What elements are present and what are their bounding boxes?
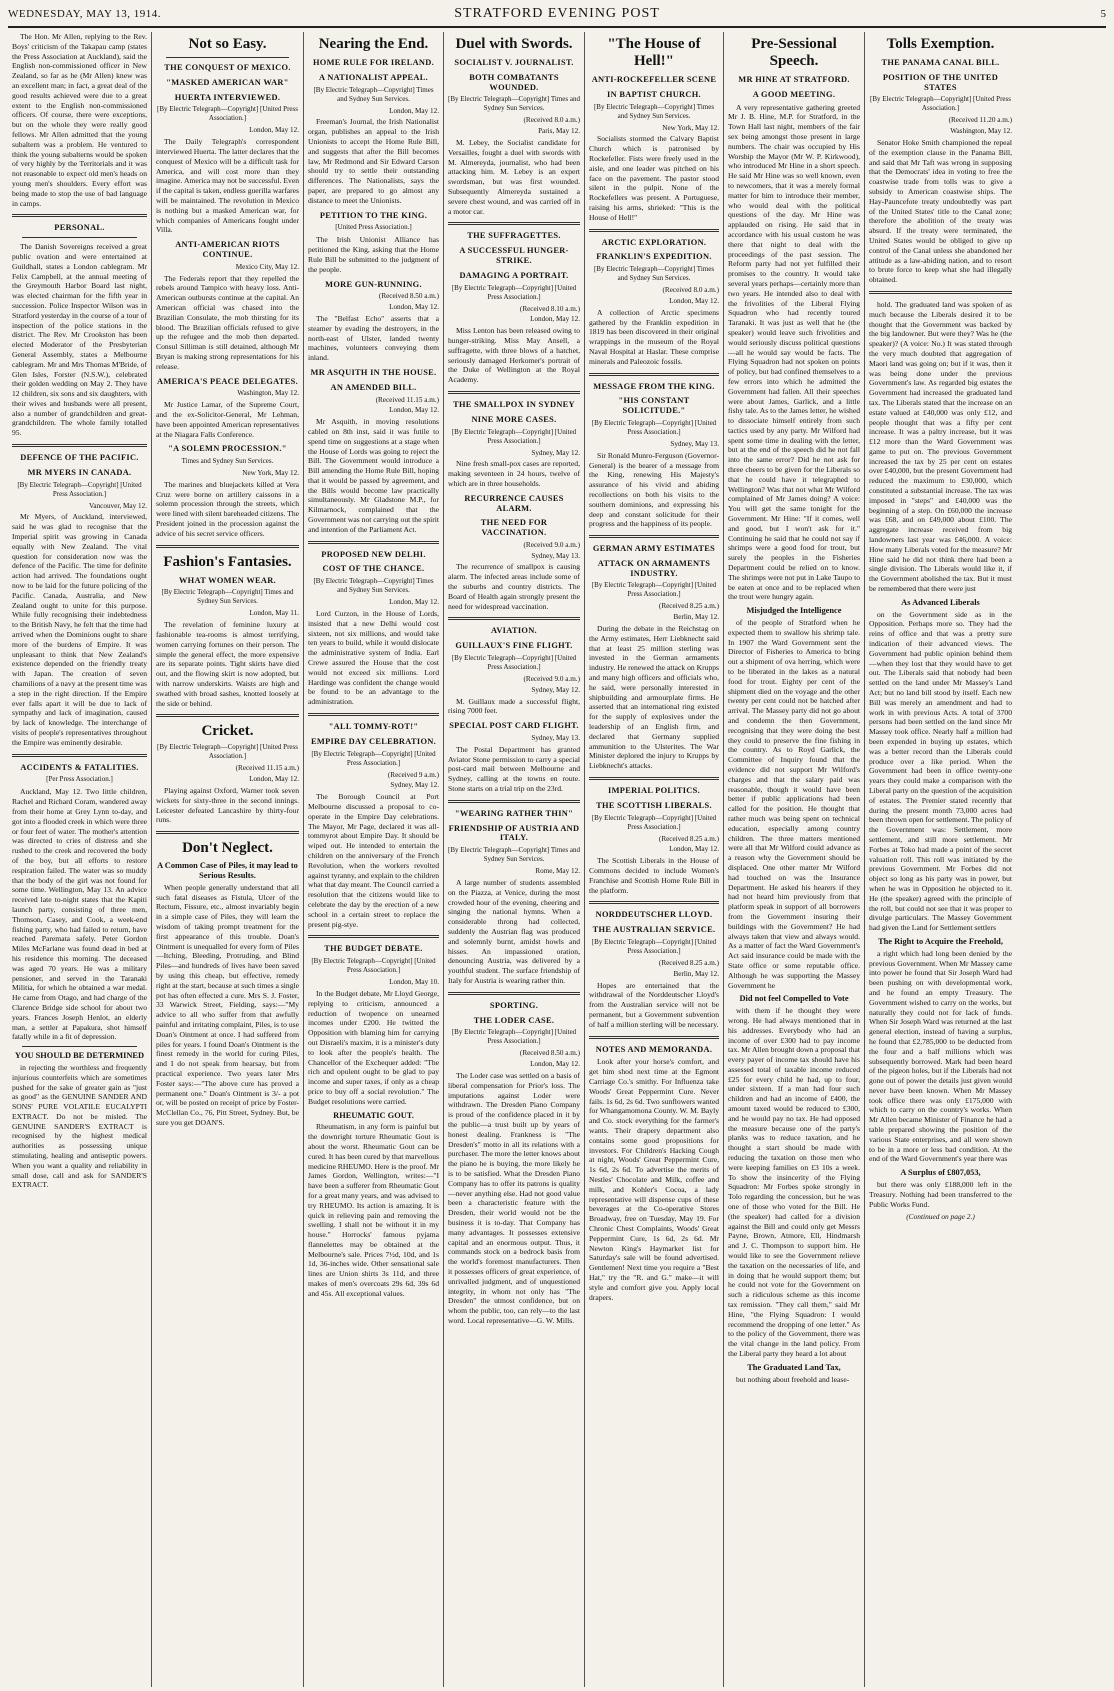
wire-credit: [By Electric Telegraph—Copyright] Times and Sydney Sun Services. (593, 102, 715, 120)
advert-title: A Common Case of Piles, it may lead to Serious Results. (157, 861, 298, 881)
article-body: Playing against Oxford, Warner took seven wickets for sixty-three in the second innings. Leicester defeated Lancashire by thirty-four runs. (156, 786, 299, 825)
sub-heading: "A SOLEMN PROCESSION." (168, 444, 287, 454)
article-body: but there was only £188,000 left in the Treasury. Nothing had been transferred to the Public Works Fund. (869, 1180, 1012, 1209)
dateline: Washington, May 12. (950, 127, 1012, 136)
sub-heading: COST OF THE CHANCE. (322, 564, 425, 574)
dateline: London, May 12. (669, 845, 719, 854)
sub-heading: A SUCCESSFUL HUNGER-STRIKE. (459, 246, 569, 265)
column-5 (585, 32, 724, 1687)
divider (166, 57, 289, 58)
dateline: Washington, May 12. (237, 389, 299, 398)
received-time: (Received 8.0 a.m.) (523, 116, 580, 125)
article-body: Senator Hoke Smith championed the repeal of the exemption clause in the Panama Bill, and said that Mr Taft was wrong in supposing that the Democrats' idea in voting to free the coastwise trade from tolls was to give a subsidy to American coastwise ships. The Hay-Pauncefote treaty undoubtedly was part of the United States' title to the Canal zone; therefore the abolition of the treaty was absurd. If the treaty were terminated, the United States would be obliged to give up control of the Canal unless she abandoned her attitude as a law-abiding nation, and to resort to brute force to keep what she had illegally obtained. (869, 137, 1012, 285)
article-body: M. Guillaux made a successful flight, rising 7000 feet. (448, 696, 580, 716)
headline: Duel with Swords. (455, 36, 573, 52)
wire-credit: [By Electric Telegraph—Copyright] Times and Sydney Sun Services. (448, 846, 580, 864)
section-heading: AVIATION. (491, 626, 537, 636)
received-time: (Received 9.0 a.m.) (523, 540, 580, 549)
sub-heading: A NATIONALIST APPEAL. (318, 72, 429, 82)
sub-heading: HOME RULE FOR IRELAND. (312, 58, 435, 67)
column-3 (304, 32, 444, 1687)
section-heading: IMPERIAL POLITICS. (608, 786, 700, 796)
sub-heading: EMPIRE DAY CELEBRATION. (310, 736, 437, 746)
divider (308, 713, 439, 716)
dateline: Paris, May 12. (538, 127, 580, 136)
dateline: Sydney, May 13. (670, 439, 719, 448)
sub-heading: MORE GUN-RUNNING. (325, 279, 422, 289)
dateline: Mexico City, May 12. (235, 262, 299, 271)
article-body: The Federals report that they repelled the rebels around Tampico with heavy loss. Anti-American outbursts continue at the capital. An American official was chased into the Brazilian Consulate, the mob thirsting for its blood. The Brazilian officials refused to give up the refugee and the mob then departed. Consul Silliman is still detained, although Mr Bryan is making strong representations for his release. (156, 273, 299, 371)
column-2 (152, 32, 304, 1687)
divider (12, 444, 147, 447)
divider (589, 373, 719, 376)
article-body: The Hon. Mr Allen, replying to the Rev. Boys' criticism of the Takapau camp (states the Press Association at Auckland), said the English non-commissioned officer in New Zealand, so far as he (Mr Allen) knew was an excellent man; in fact, a great deal of the good results achieved were due to a great extent to the English non-commissioned officers. Of course, there were exceptions, but on the whole they were really good fellows. Mr Allen admitted that the young subaltern was a problem. He ventured to think the young subalterns would be spoken of very highly by the Territorials and it was not reasonable to expect old men's heads on young men's shoulders. Every effort was being made to stop the use of bad language in camps. (12, 32, 147, 208)
sub-heading: ANTI-AMERICAN RIOTS CONTINUE. (175, 240, 280, 259)
divider (308, 935, 439, 938)
headline: Not so Easy. (188, 36, 267, 52)
article-body: M. Lebey, the Socialist candidate for Versailles, fought a duel with swords with M. Almereyda, journalist, who had been attacking him. M. Lebey is an expert swordsman, but was first wounded. Subsequently Almereyda sustained a severe chest wound, and was carried off in a motor car. (448, 137, 580, 216)
sub-heading: POSITION OF THE UNITED STATES (882, 72, 999, 92)
wire-credit: [By Electric Telegraph—Copyright] [United Press Association.] (591, 938, 717, 955)
wire-credit: [By Electric Telegraph—Copyright] [United Press Association.] (591, 813, 717, 831)
sub-heading: MR HINE AT STRATFORD. (738, 75, 850, 84)
section-heading: DEFENCE OF THE PACIFIC. (20, 453, 139, 463)
article-body: The recurrence of smallpox is causing alarm. The infected areas include some of the suburbs and country districts. The Board of Health again strongly present the need for widespread vaccination. (448, 562, 580, 611)
divider (589, 777, 719, 780)
sub-heading: "HIS CONSTANT SOLICITUDE." (618, 396, 690, 416)
section-heading: ARCTIC EXPLORATION. (601, 237, 707, 247)
advert-body: in rejecting the worthless and frequently injurious counterfeits which are sometimes pushed for the sake of greater gain as "just as good" as the GENUINE SANDER AND SONS' PURE VOLATILE EUCALYPTI EXTRACT. Do not be misled. The GENUINE SANDER'S EXTRACT is recognised by the highest medical authorities as possessing unique stimulating, healing and antiseptic powers. When you want a quality and reliability in small dose, call and ask for SANDER'S EXTRACT. (12, 1062, 147, 1190)
dateline: London, May 10. (389, 978, 439, 987)
cross-heading: The Right to Acquire the Freehold, (878, 936, 1003, 946)
article-body: on the Government side as in the Opposition. Perhaps more so. They had the reins of office and that was a pretty sure indication of their advanced views. The Government had public opinion behind them—when they lost that they would have to get out. The Liberals said that nobody had been settled on the land under Mr Massey's Land Act; but no land bill stood by itself. Each new Bill was merely an amendment and had to work in with previous Acts. A total of 3700 persons had been settled on the land since Mr Massey took office. Nearly half a million had been expended in buying up estates, which was a better record than the Liberals could produce over a like period. When the Government had been in office twenty-one years they could make a comparison with the Liberal party on the question of the acquisition of estates. The Premier stated recently that during the present month 73,000 acres had been thrown open for settlement. The policy of the Government was: Settlement, more settlement, and still more settlement. Mr Forbes at Toko had made a point of the secret valuation roll. This roll was initiated by the previous Government. Mr Forbes did not object so long as his party was in power, but when he was in Opposition he objected to it. He (the speaker) agreed with the principle of the roll, but could not see that it was proper to divulge particulars. The Massey Government had given the Land for Settlement settlers (869, 609, 1012, 933)
sub-heading: WHAT WOMEN WEAR. (178, 575, 276, 585)
sub-heading: GUILLAUX'S FINE FLIGHT. (455, 641, 573, 651)
dateline: London, May 12. (389, 598, 439, 607)
divider (12, 754, 147, 757)
received-time: (Received 11.15 a.m.) (375, 395, 439, 404)
article-body: Sir Ronald Munro-Ferguson (Governor-General) is the bearer of a message from the King, renewing His Majesty's assurance of his vivid and abiding recollections on both his visits to the southern dominions, and expressing his deep and constant solicitude for their progress and the happiness of its people. (589, 450, 719, 529)
article-body: The Borough Council at Port Melbourne discussed a proposal to co-operate in the Empire Day celebrations. The Mayor, Mr Page, declared it was all-tommyrot about Empire Day. It should be wiped out. He intended to entertain the children on the anniversary of the French Revolution, when the workers revolted against tyranny, and explain to the children what that day meant. The Council carried a resolution that the citizens would like to celebrate the day by the erection of a new school in a certain street to replace the present pig-stye. (308, 792, 440, 929)
section-heading: THE SMALLPOX IN SYDNEY (453, 399, 575, 409)
page-number: 5 (1100, 8, 1106, 20)
divider (156, 714, 299, 717)
article-body: The "Belfast Echo" asserts that a steamer by evading the destroyers, in the north-east of Ulster, landed twenty machines, volunteers conveying them inland. (308, 313, 439, 363)
columns (8, 32, 1106, 1687)
dateline: London, May 12. (530, 315, 580, 324)
wire-credit: [By Electric Telegraph—Copyright] Times and Sydney Sun Services. (593, 265, 715, 283)
cross-heading: Misjudged the Intelligence (746, 606, 842, 616)
continued-note: (Continued on page 2.) (906, 1212, 975, 1222)
section-heading: "WEARING RATHER THIN" (454, 808, 574, 818)
received-time: (Received 9 a.m.) (387, 770, 439, 779)
headline: Don't Neglect. (182, 840, 273, 857)
dateline: London, May 12. (249, 126, 299, 135)
sub-heading: THE PANAMA CANAL BILL. (881, 58, 1000, 67)
section-heading: THE SUFFRAGETTES. (467, 231, 561, 241)
dateline: London, May 12. (389, 106, 439, 115)
issue-date: WEDNESDAY, MAY 13, 1914. (8, 8, 161, 20)
divider (869, 291, 1012, 294)
received-time: (Received 9.0 a.m.) (523, 675, 580, 684)
dateline: London, May 11. (249, 609, 299, 618)
sub-heading: ANTI-ROCKEFELLER SCENE (591, 75, 717, 84)
wire-credit: [By Electric Telegraph—Copyright] Times and Sydney Sun Services. (313, 577, 434, 595)
received-time: (Received 8.25 a.m.) (658, 602, 719, 611)
received-time: (Received 8.0 a.m.) (662, 286, 719, 295)
headline: Pre-Sessional Speech. (751, 36, 837, 69)
sub-heading: HUERTA INTERVIEWED. (174, 92, 281, 102)
section-heading: SPORTING. (489, 1000, 539, 1010)
article-body: The marines and bluejackets killed at Vera Cruz were borne on artillery caissons in a solemn procession through the streets, which were lined with silent bareheaded citizens. The President joined in the procession against the advice of his secret service officers. (156, 479, 299, 538)
sub-heading: DAMAGING A PORTRAIT. (459, 270, 569, 280)
section-heading: PERSONAL. (54, 223, 105, 233)
divider (156, 831, 299, 834)
headline: Fashion's Fantasies. (163, 553, 292, 570)
wire-credit: [By Electric Telegraph—Copyright] [United Press Association.] (17, 480, 142, 498)
wire-credit: [By Electric Telegraph—Copyright] [United Press Association.] (157, 105, 298, 123)
section-heading: PROPOSED NEW DELHI. (321, 549, 426, 559)
dateline: London, May 12. (249, 775, 299, 784)
sub-heading: THE CONQUEST OF MEXICO. (164, 63, 291, 72)
wire-credit: [Per Press Association.] (46, 775, 113, 784)
sub-heading: ATTACK ON ARMAMENTS INDUSTRY. (597, 558, 711, 578)
sub-heading: THE SCOTTISH LIBERALS. (596, 800, 712, 810)
sub-heading: FRANKLIN'S EXPEDITION. (596, 252, 712, 262)
section-heading: "ALL TOMMY-ROT!" (328, 722, 419, 732)
dateline: Sydney, May 13. (531, 551, 580, 560)
headline: Tolls Exemption. (886, 36, 995, 52)
sub-heading: RECURRENCE CAUSES ALARM. (464, 493, 564, 513)
sub-heading: THE AUSTRALIAN SERVICE. (592, 925, 716, 935)
article-body: Mr Asquith, in moving resolutions cabled on 8th inst, said it was futile to spend time on suggestions at a stage when the House of Lords was going to reject the Bill. The Government would introduce a Bill amending the Home Rule Bill, hoping that it would be passed by agreement, and the Bills would become law practically simultaneously. Mr Gladstone M.P., for Kilmarnock, complained that the Government was not carrying out the spirit and intention of the Parliament Act. (308, 417, 439, 534)
dateline: Vancouver, May 12. (89, 501, 147, 510)
wire-credit: [By Electric Telegraph—Copyright] [United Press Association.] (591, 418, 717, 436)
wire-credit: [By Electric Telegraph—Copyright] [United Press Association.] (451, 427, 577, 445)
sub-heading: PETITION TO THE KING. (319, 210, 428, 220)
divider (448, 800, 580, 803)
article-body: Freeman's Journal, the Irish Nationalist organ, publishes an appeal to the Irish Unionists to accept the Home Rule Bill, and suggests that after the Bill becomes law, Mr Redmond and Sir Edward Carson should try to settle their outstanding differences. The Nationalists, says the paper, are prepared to go almost any distance to meet the Unionists. (308, 117, 439, 205)
wire-credit: [By Electric Telegraph—Copyright] Times and Sydney Sun Services. (161, 588, 294, 606)
sub-heading: SOCIALIST V. JOURNALIST. (454, 58, 574, 67)
article-body: Lord Curzon, in the House of Lords, insisted that a new Delhi would cost sixteen, not six millions, and would take ten years to build, while it would dislocate the administrative system of India. Earl Crewe assured the House that the cost would not exceed six millions. Lord Hardinge was confident the change would be found to be an advantage to the administration. (308, 609, 439, 707)
divider (448, 222, 580, 225)
article-body: Socialists stormed the Calvary Baptist Church which is patronised by Rockefeller. Fists were freely used in the aisle, and one leader was pitched on his face on the pavement. The pastor stood silent in the pulpit. None of the Rockefellers was present. A Portuguese, raising his arms, shrieked: "This is the House of Hell!" (589, 134, 719, 222)
article-body: Look after your horse's comfort, and get him shod next time at the Egmont Carriage Co.'s smithy. For Influenza take Woods' Great Peppermint Cure. Never fails. 1s 6d, 2s 6d. Two sunflowers wanted for Whangamomona County. W. M. Bayly and Co. stock everything for the farmer's wants. Their drapery department also contains some good propositions for investors. For Children's Hacking Cough at night, Woods' Great Peppermint Cure, 1s 6d, 2s 6d. To advertise the merits of Nestles' Chocolate and Milk, coffee and milk, and Kohler's Cocoa, a lady representative will dispense cups of these beverages at the Co-operative Stores Broadway, free on Tuesday, May 19. For Chronic Chest Complaints, Woods' Great Peppermint Cure, 1s 6d, 2s 6d. Mr Newton King's Haymarket list for Saturday's sale will be found advertised. Gentlemen! Next time you require a "Best Hat," try the "R. and G." make—it will style and comfort give you. Apply local drapers. (589, 1057, 719, 1302)
cross-heading: A Surplus of £807,053, (900, 1168, 981, 1178)
sub-heading: MR ASQUITH IN THE HOUSE. (310, 367, 437, 377)
divider (448, 617, 580, 620)
column-7 (865, 32, 1016, 1687)
dateline: Berlin, May 12. (673, 613, 719, 622)
masthead (8, 0, 1106, 28)
wire-credit: [By Electric Telegraph—Copyright] [United Press Association.] (870, 95, 1011, 113)
advert-title: YOU SHOULD BE DETERMINED (14, 1051, 145, 1061)
dateline: Sydney, May 12. (390, 781, 439, 790)
cross-heading: Did not feel Compelled to Vote (739, 994, 849, 1004)
wire-credit: [By Electric Telegraph—Copyright] [United Press Association.] (451, 1028, 577, 1046)
section-heading: MESSAGE FROM THE KING. (593, 381, 715, 391)
article-body: The Scottish Liberals in the House of Commons decided to include Women's Franchise and Scottish Home Rule Bill in the platform. (589, 856, 719, 895)
article-body: In the Budget debate, Mr Lloyd George, replying to criticism, announced a reduction of twopence on unearned incomes under £200. He twitted the Opposition with blaming him for carrying out Disraeli's maxim, it is a minister's duty to look after the people's health. The Chancellor of the Exchequer added: "The rich and opulent ought to be glad to pay income and super taxes, if only as a cheap price to buy off a social revolution." The Budget resolutions were carried. (308, 988, 439, 1106)
article-body: Nine fresh small-pox cases are reported, making seventeen in 24 hours, twelve of which are in three households. (448, 459, 580, 488)
received-time: (Received 11.20 a.m.) (948, 116, 1012, 125)
sub-heading: THE NEED FOR VACCINATION. (480, 518, 548, 538)
dateline: London, May 12. (389, 406, 439, 415)
headline: Cricket. (201, 723, 254, 740)
dateline: London, May 12. (530, 1060, 580, 1069)
advert-title: RHEUMATIC GOUT. (333, 1110, 414, 1120)
article-body: The Postal Department has granted Aviator Stone permission to carry a special post-card mail between Melbourne and Sydney, calling at the towns en route. Stone starts on a trial trip on the 23rd. (448, 744, 580, 794)
article-body: During the debate in the Reichstag on the Army estimates, Herr Liebknecht said that at least 25 million sterling was invested in the German armaments industry. He renewed the attack on Krupps and many high officers and officials who, he said, were personally interested in shipbuilding and armourplate firms. He asserted that an international ring existed for the supply of explosives under the leadership of an English firm, and declared that Germany supplied ammunition to the Ulsterites. The War Minister deplored the injury to Krupps by Liebknecht's attacks. (589, 624, 719, 771)
dateline: New York, May 12. (242, 469, 299, 478)
received-time: (Received 8.10 a.m.) (519, 304, 580, 313)
divider (589, 901, 719, 904)
divider (448, 992, 580, 995)
sub-heading: AMERICA'S PEACE DELEGATES. (157, 376, 298, 386)
wire-credit: [United Press Association.] (335, 223, 412, 232)
dateline: Rome, May 12. (535, 867, 580, 876)
sub-heading: MR MYERS IN CANADA. (27, 467, 132, 477)
article-body: but nothing about freehold and lease- (736, 1374, 850, 1384)
divider (589, 1036, 719, 1039)
article-body: hold. The graduated land was spoken of as much because the Liberals desired it to be thought that the Government was backed by the big landowner. But were they? Was he (the speaker)? (A voice: No.) It was stated through the very much doubted that aggregation of Maori land was going on; but if it was, then it was being done under the previous Government's law. As regarded big estates the Government had increased the graduated land tax. The Liberals stated that the increase on an estate valued at £40,000 was only £12, and people thought that was a fifty per cent increase. It was a paltry increase, but it was £12 more than the Ward Government was game to put on. The previous Government increased the tax by 25 per cent on estates over £40,000, but the present Government had reduced the maximum to £30,000, which constituted a substantial increase. The tax was imposed in "steps" and £40,000 was the beginning of a step. On £60,000 the increase was £68, and on £49,000 about £100. The aggregate increase received from big landowners last year was £46,000. A voice: How many Liberals voted for the measure? Mr Hine said he did not think there had been a single division. The Liberals would like it, if the Government abolished the tax. But it must be remembered that there were just (869, 299, 1012, 594)
received-time: (Received 8.50 a.m.) (378, 292, 439, 301)
sub-heading: SPECIAL POST CARD FLIGHT. (449, 721, 579, 731)
received-time: (Received 8.50 a.m.) (519, 1049, 580, 1058)
sub-heading: THE LODER CASE. (473, 1015, 555, 1025)
wire-credit: [By Electric Telegraph—Copyright] [United Press Association.] (591, 581, 717, 599)
article-body: The Daily Telegraph's correspondent interviewed Huerta. The latter declares that the conquest of Mexico will be a difficult task for America, and will cost more than they imagine. America may not be successful. Even if the capital is taken, endless guerilla warfares will be maintained. The revolution in Mexico is nothing but a masked American war, for which companies of Americans fought under Villa. (156, 137, 299, 235)
sub-heading: AN AMENDED BILL. (330, 382, 417, 392)
dateline: Sydney, May 12. (531, 448, 580, 457)
column-4 (444, 32, 585, 1687)
wire-credit: [By Electric Telegraph—Copyright] [United Press Association.] (157, 743, 298, 761)
wire-credit: [By Electric Telegraph—Copyright] Times and Sydney Sun Services. (448, 95, 580, 113)
article-body: with them if he thought they were wrong. He had always mentioned that in his addresses. Everybody who had an income of over £300 had to pay income tax. Mr Allen brought down a proposal that every payer of income tax should have his assessed total of taxable income reduced £25 for every child he had, up to four, under sixteen. If a man had four such children and had an income of £400, the amount taxed would be reduced to £300, and he would pay no tax. He had opposed the measure because one of the party's planks was to reduce taxation, and he thought a start should be made with reducing the taxation on those men who were keeping families on £3 10s a week. To show the insincerity of the Flying Squadron: Mr Forbes spoke strongly in Tolo regarding the concession, but he was one of those who voted for the Bill. He (the speaker) had called for a division against the Bill and could only get Messrs Payne, Brown, Atmore, Ell, Hindmarsh and J. C. Thompson to support him. He would like to see the Government relieve the taxation on the necessaries of life, and in doing that he would support them; but he could not vote for the Government on such a ridiculous scheme as this income tax remission. "They call them," said Mr Hine, "the Flying Squadron: I would recommend the dropping of one letter." As to the policy of the Government, there was the vital change in the land policy. From the Liberal party they heard a lot about (728, 1006, 860, 1358)
sub-heading: IN BAPTIST CHURCH. (607, 89, 701, 99)
wire-credit: [By Electric Telegraph—Copyright] Times and Sydney Sun Services. (313, 85, 434, 103)
article-body: A large number of students assembled on the Piazza, at Venice, during the most crowded hour of the evening, cheering and singing the national hymns. When a considerable throng had collected, suddenly the Austrian flag was produced and solemnly burnt, amidst howls and hisses. An impassioned oration, denouncing Austria, was delivered by a youthful student. The surface friendship of Italy for Austria is wearing rather thin. (448, 878, 580, 985)
dateline: London, May 12. (389, 303, 439, 312)
article-body: Hopes are entertained that the withdrawal of the Norddeutscher Lloyd's from the Australian service will not be permanent, but a Government subvention of half a million sterling will be necessary. (589, 980, 719, 1029)
newspaper-title: STRATFORD EVENING POST (454, 6, 660, 21)
dateline: London, May 12. (669, 296, 719, 305)
article-body: A very representative gathering greeted Mr J. B. Hine, M.P. for Stratford, in the Town Hall last night, members of the fair sex being amongst those present in large numbers. The chair was occupied by His Worship the Mayor (Mr W. P. Kirkwood), who introduced Mr Hine in a short speech. He said Mr Hine was so well known, even to newcomers, that it was a merely formal matter for him to introduce their member, who would deal with the political questions of the day. Mr Hine was applauded on rising. He said that in accordance with his usual custom he was there that night to deal with the proceedings of the past session. The Reform party had not yet fulfilled their promises to the country. It would take several years perhaps—certainly more than two years. He intended also to deal with the frivolities of the Liberal Flying Squadron who had recently toured Taranaki. It was just as well that he (the speaker) would leave such frivolities and would seriously discuss political questions—all he would say would be facts. The Flying Squadron had not spoken on points of policy, but had confined themselves to a few errors into which he admitted the Government had fallen. All their speeches were about James, Garlick, and a little fishy tale. As to the James letter, he wished to dissociate himself entirely from such tactics used by any party. Mr Wilford had spent some time in dealing with the letter, but at the end of the speech did he not fall into the same error? Did he not ask for three cheers to be given for the Liberals so that he could have it telegraphed to Wellington? Was that not what Mr Wilford complained of Mr James doing? A voice: You will get the same tonight for the Government. Mr Hine: "If it comes, well and good, but I won't ask for it." Continuing he said that he could not say if shrimps were a good food for trout, but surely the peoples in the Fisheries Department could be relied on to know. The shrimps were not put in Lake Taupo to be eaten at once and to be replaced when the trout were hungry again. (728, 102, 860, 602)
wire-credit: [By Electric Telegraph—Copyright] [United Press Association.] (451, 283, 577, 301)
wire-credit: Times and Sydney Sun Services. (181, 457, 274, 466)
article-body: The Danish Sovereigns received a great public ovation and were entertained at Guildhall, states a London cablegram. Mr Felix Campbell, at the annual meeting of the Greymouth Harbor Board last night, was elected chairman for the fifth year in succession. Police Inspector Wilson was in Stratford yesterday in the course of a tour of inspection of the police stations in the district. The Rev. Mr Crookston has been elected Moderator of the Presbyterian General Assembly, states a Melbourne cablegram. Mr and Mrs Thomas M'Bride, of Glen Isles, Forster (N.S.W.), celebrated their golden wedding on May 2. They have 12 children, six sons and six daughters, with their wives and husbands were all present, also a number of grandchildren and great-grandchildren. The whole family totalled 95. (12, 242, 147, 438)
article-body: Auckland, May 12. Two little children, Rachel and Richard Coram, wandered away from their home at Grey Lynn to-day, and got into a flooded creek in which were three or four feet of water. The mother's attention was directed to cries of distress and she rushed to the creek and recovered the body of the boy, but all efforts to restore respiration failed. The water was so muddy that the body of the girl was not found for some time. Wellington, May 13. An advice received late to-night states that the Kapiti launch party, consisting of three men, Thomson, Casey, and Cook, a week-end fishing party, who had failed to return, have reached Paremata safely. Peter Gordon Miles McFarlane was found dead in bed at his residence this morning. The deceased was aged 70 years. He was a military pensioner, and served in the Taranaki Militia, for which he obtained a war medal. He came from Otago, and had charge of the Clarence Bridge side school for about two years. Frances Joseph Henlot, an elderly man, a settler at Papakura, shot himself fatally while in a fit of depression. (12, 787, 147, 1042)
article-body: a right which had long been denied by the previous Government. When Mr Massey came into power he found that Sir Joseph Ward had been pushing on with developmental work, and he found an empty Treasury. The Government wished to carry on the works, but naturally they could not for lack of funds. When Sir Joseph Ward was returned at the last general election, instead of having a surplus, he found that £2,785,000 to be deducted from the four and a half millions which was subsequently borrowed. Mark had been heard of the pigeon holes, but if the Liberals had not gone out of power the details just given would never have been known. When Mr Massey took office there was only £175,000 with which to carry on the country's works. When Mr Allen became Minister of Finance he had a table prepared showing the position of the various State enterprises, and all were shown to be in a more or less bad condition. At the end of the Ward Government's year there was (869, 948, 1012, 1164)
cross-heading: As Advanced Liberals (901, 597, 980, 607)
divider (156, 545, 299, 548)
article-body: A collection of Arctic specimens gathered by the Franklin expedition in 1819 has been discovered in their original wrappings in the museum of the Royal Naval Hospital at Haslar. These comprise minerals and Paleozoic fossils. (589, 307, 719, 366)
section-heading: GERMAN ARMY ESTIMATES (592, 544, 716, 554)
section-heading: NORDDEUTSCHER LLOYD. (595, 910, 713, 920)
sub-heading: BOTH COMBATANTS WOUNDED. (469, 72, 559, 92)
divider (448, 391, 580, 394)
sub-heading: "MASKED AMERICAN WAR" (166, 77, 289, 87)
sub-heading: A GOOD MEETING. (752, 89, 836, 99)
dateline: Berlin, May 12. (673, 969, 719, 978)
advert-body: Rheumatism, in any form is painful but the downright torture Rheumatic Gout is about the worst. Rheumatic Gout can be cured. It has been cured by that marvellous medicine RHEUMO. Here is the proof. Mr James Gordon, Wellington, writes:—"I have been a sufferer from Rheumatic Gout for a great many years, and was advised to try RHEUMO. Its action is amazing. It is quick in relieving pain and removing the swelling. I shall not be without it in my house." Horrocks' famous pyjama flannelettes may be obtained at the Melbourne's sale. Prices 7½d, 10d, and 1s 1d, 36-inches wide. Other sensational sale lines are Union shirts 3s 11d, and three makes of men's overcoats 29s 6d, 39s 6d and 45s. All exceptional values. (308, 1122, 439, 1298)
dateline: Sydney, May 13. (531, 734, 580, 743)
divider (22, 1046, 137, 1047)
cross-heading: The Graduated Land Tax, (747, 1362, 841, 1372)
wire-credit: [By Electric Telegraph—Copyright] [United Press Association.] (311, 749, 436, 767)
divider (589, 535, 719, 538)
section-heading: THE BUDGET DEBATE. (324, 944, 423, 954)
divider (308, 541, 439, 544)
divider (589, 229, 719, 232)
article-body: Miss Lenton has been released owing to hunger-striking. Miss May Ansell, a suffragette, with three blows of a hatchet, seriously damaged Herkomer's portrait of the Duke of Wellington at the Royal Academy. (448, 326, 580, 385)
article-body: Mr Justice Lamar, of the Supreme Court, and the ex-Solicitor-General, Mr Lehman, have been appointed American representatives at the Niagara Falls Conference. (156, 400, 299, 439)
section-heading: ACCIDENTS & FATALITIES. (20, 762, 139, 772)
article-body: The Irish Unionist Alliance has petitioned the King, asking that the Home Rule Bill be submitted to the judgment of the people. (308, 235, 439, 274)
dateline: New York, May 12. (662, 123, 719, 132)
wire-credit: [By Electric Telegraph—Copyright] [United Press Association.] (451, 654, 577, 672)
sub-heading: NINE MORE CASES. (471, 414, 557, 424)
article-body: The revelation of feminine luxury at fashionable tea-rooms is almost terrifying, women carrying fortunes on their person. The simple the general effect, the more expensive are its separate points. Tight skirts have died out, and the flowing skirt is now adopted, but with narrow underskirts. Waists are high and swathed with broad sashes, knotted loosely at the side or behind. (156, 620, 299, 708)
divider (12, 214, 147, 217)
received-time: (Received 8.25 a.m.) (658, 834, 719, 843)
article-body: Mr Myers, of Auckland, interviewed, said he was glad to recognise that the Imperial spirit was growing in Canada equally with New Zealand. The vital question for consideration now was the defence of the Pacific. The time for definite action had arrived. The foundations ought now to be laid for the future policing of the Pacific. Canada, Australia, and New Zealand ought to unite for this purpose. While fully recognising their indebtedness to the British Navy, he felt that the time had arrived when the Dominions ought to share more of the burdens of Empire. It was unpleasant to think that New Zealand's existence depended on the friendly treaty with Japan. The creation of seven chamilions of a navy at the present time was a step in the right direction. If the Empire ever falls apart it will be due to lack of sympathy and lack of imagination, caused by lack of knowledge. The interchange of visits of people's representatives throughout the Empire was eminently desirable. (12, 512, 147, 747)
headline: "The House of Hell!" (607, 36, 701, 69)
headline: Nearing the End. (318, 36, 429, 52)
received-time: (Received 11.15 a.m.) (235, 764, 299, 773)
received-time: (Received 8.25 a.m.) (658, 959, 719, 967)
advert-body: When people generally understand that all such fatal diseases as Fistula, Ulcer of the Rectum, Fissure, etc., almost invariably begin in a simple case of Piles, they will learn the wisdom of taking prompt treatment for the first appearance of this trouble. Doan's Ointment is unequalled for every form of Piles—Itching, Bleeding, Protruding, and Blind Piles—and hundreds of lives have been saved by using this cheap, but effective, remedy right at the start, because at such times a single pot has often effected a cure. Mrs S. J. Foster, 33 Warwick Street, Fielding, says:—"My advice to all who suffer from that awfully painful and irritating complaint, Piles, is to use Doan's Ointment at once. I had suffered from piles for years. I found Doan's Ointment is the finest remedy in the world for curing Piles, and I do not speak from hearsay, but from practical experience. Two years later Mrs Foster says:—"The above cure has proved a permanent one." Doan's Ointment is 3/- a pot or, will be posted on receipt of price by Foster-McClellan Co., 76, Pitt Street, Sydney. But, be sure you get DOAN'S. (156, 882, 299, 1127)
wire-credit: [By Electric Telegraph—Copyright] [United Press Association.] (311, 957, 436, 975)
column-1 (8, 32, 152, 1687)
section-heading: NOTES AND MEMORANDA. (595, 1044, 713, 1054)
dateline: Sydney, May 12. (531, 685, 580, 694)
article-body: of the people of Stratford when he expected them to swallow his shrimp tale. In 1907 the Ward Government sent the Director of Fisheries to America to bring out a shipment of ova herring, which were to be liberated in the lakes as a natural food for trout. Eighty per cent of the shipment died on the voyage and the other twenty per cent could not be hatched after arrival. The Massey party did not go about and condemn the then Government, recognising that they were doing the best they could to preserve the fine fishing in the country. As to Royd Garlick, the Committee of Inquiry found that the evidence did not support Mr Wilford's charges and that the salary paid was reasonable, though it would have been better if public applications had been called for the position. He thought that rather much was being spent on technical education, especially among country children. The three matters mentioned were all that Mr Wilford could advance as a reason why the Government should be displaced. One other matter Mr Wilford had touched on was the Insurance Department. He asked his hearers if they had not heard him previously from that platform speak in support of all borrowers from the Government insuring their buildings with the Government? He had always taken that view and always would. As a matter of fact the Ward Government's Act said insurance could be made with the State office or some reputable office. Although he was supporting the Massey Government he (728, 618, 860, 990)
column-6 (724, 32, 865, 1687)
article-body: The Loder case was settled on a basis of liberal compensation for Prior's loss. The imputations against Loder were withdrawn. The Dresden Piano Company is proud of the confidence placed in it by the public—a trust built up by years of honest dealing. Frankness is "The Dresden's" motto in all its relations with a purchaser. The more the letter knows about the piano he is buying, the more likely he is to be satisfied. What the Dresden Piano Company has to offer its patrons is quality—never anything else. Had not good value been a characteristic feature with the Dresden, their world would not be the business it is to-day. That Company has many advantages. It possesses extensive capital and an enormous output. Thus, it commands stock on a bedrock basis from the world's foremost manufacturers. Then it possesses officers of great experience, of unrivalled judgment, and of unquestioned integrity, in whom not only has "The Dresden" the utmost confidence, but on whom the public, too, can rely—to the last word. Local representative—G. W. Mills. (448, 1070, 580, 1325)
divider (22, 237, 137, 238)
sub-heading: FRIENDSHIP OF AUSTRIA AND ITALY. (448, 823, 580, 843)
